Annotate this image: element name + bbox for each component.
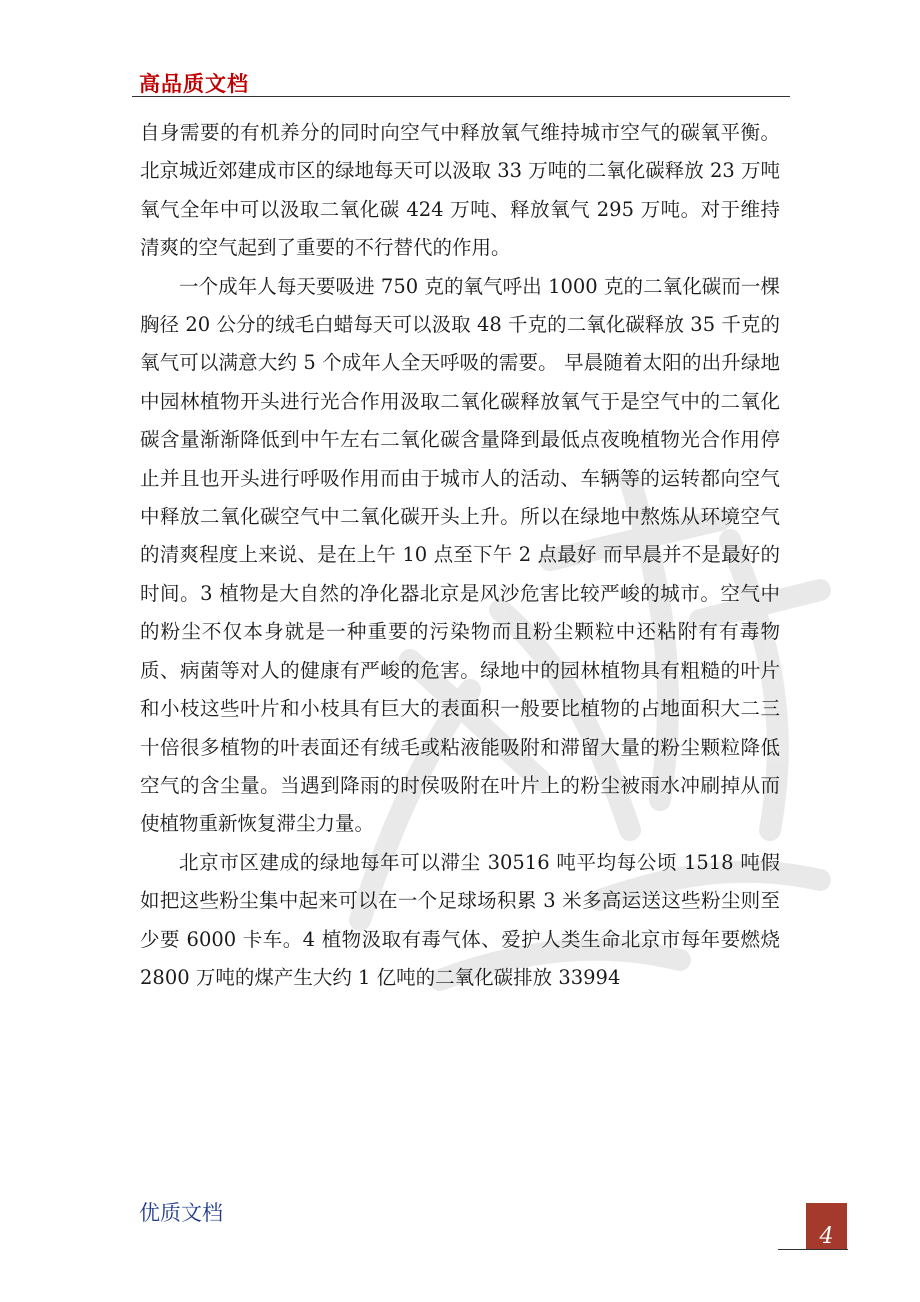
page-number: 4 — [819, 1224, 834, 1249]
page-number-badge — [806, 1203, 847, 1250]
footer-title: 优质文档 — [139, 1201, 223, 1225]
paragraph-2: 一个成年人每天要吸进 750 克的氧气呼出 1000 克的二氧化碳而一棵胸径 20 公分的绒毛白蜡每天可以汲取 48 千克的二氧化碳释放 35 千克的氧气可以满意大约 5 个成年人全天呼吸的需要。 早晨随着太阳的出升绿地中园林植物开头进行光合作用汲取二氧化碳释放氧气于是空气中的二氧化碳含量渐渐降低到中午左右二氧化碳含量降到最低点夜晚植物光合作用停止并且也开头进行呼吸作用而由于城市人的活动、车辆等的运转都向空气中释放二氧化碳空气中二氧化碳开头上升。所以在绿地中熬炼从环境空气的清爽程度上来说、是在上午 10 点至下午 2 点最好 而早晨并不是最好的时间。3 植物是大自然的净化器北京是风沙危害比较严峻的城市。空气中的粉尘不仅本身就是一种重要的污染物而且粉尘颗粒中还粘附有有毒物质、病菌等对人的健康有严峻的危害。绿地中的园林植物具有粗糙的叶片和小枝这些叶片和小枝具有巨大的表面积一般要比植物的占地面积大二三十倍很多植物的叶表面还有绒毛或粘液能吸附和滞留大量的粉尘颗粒降低空气的含尘量。当遇到降雨的时侯吸附在叶片上的粉尘被雨水冲刷掉从而使植物重新恢复滞尘力量。 — [140, 274, 780, 836]
header-title: 高品质文档 — [139, 72, 249, 96]
paragraph-3: 北京市区建成的绿地每年可以滞尘 30516 吨平均每公顷 1518 吨假如把这些粉尘集中起来可以在一个足球场积累 3 米多高运送这些粉尘则至少要 6000 卡车。4 植物汲取有毒气体、爱护人类生命北京市每年要燃烧 2800 万吨的煤产生大约 1 亿吨的二氧化碳排放 33994 — [140, 850, 780, 989]
paragraph-1: 自身需要的有机养分的同时向空气中释放氧气维持城市空气的碳氧平衡。北京城近郊建成市区的绿地每天可以汲取 33 万吨的二氧化碳释放 23 万吨氧气全年中可以汲取二氧化碳 424 万吨、释放氧气 295 万吨。对于维持清爽的空气起到了重要的不行替代的作用。 — [140, 121, 780, 260]
header-divider — [132, 96, 790, 97]
document-body — [140, 114, 780, 997]
footer-divider — [778, 1249, 848, 1250]
